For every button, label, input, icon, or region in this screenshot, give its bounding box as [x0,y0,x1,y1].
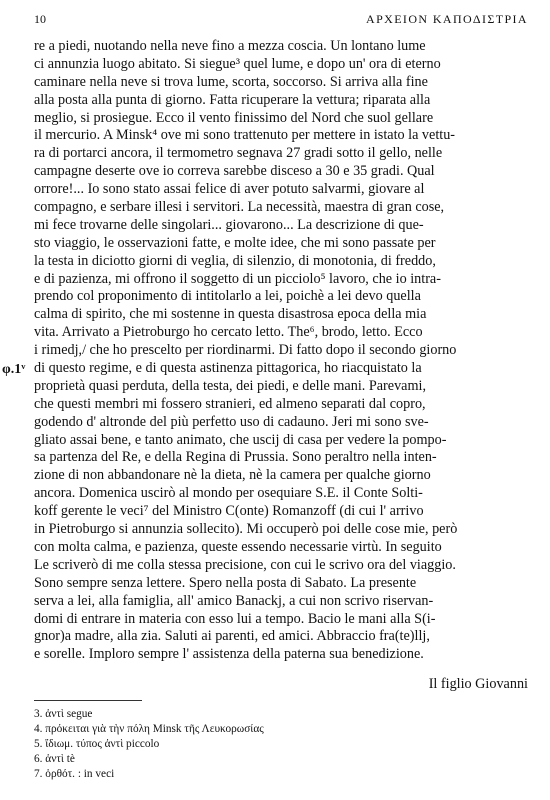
text-line: con molta calma, e pazienza, queste essendo necessarie virtù. In seguito [34,538,442,555]
text-line: compagno, e serbare illesi i servitori. La necessità, maestra di gran cose, [34,199,445,216]
text-line: prendo col proponimento di intitolarlo a lei, poichè a lei devo quella [34,288,421,305]
text-line: sa partenza del Re, e della Regina di Prussia. Sono peraltro nella inten- [34,449,437,466]
page-number: 10 [34,12,46,26]
text-line: vita. Arrivato a Pietroburgo ho cercato letto. The⁶, brodo, letto. Ecco [34,324,423,341]
page-header [34,12,528,28]
signature: Il figlio Giovanni [428,676,528,692]
text-line: caminare nella neve si trova lume, scorta, soccorso. Si arriva alla fine [34,73,428,90]
footnote: 3. ἀντὶ segue [34,708,93,720]
text-line: la testa in diciotto giorni di veglia, di silenzio, di monotonia, di freddo, [34,252,436,269]
text-line: sto viaggio, le osservazioni fatte, e molte idee, che mi sono passate per [34,234,436,251]
text-line: mi fece trovarne delle singolari... giovarono... La descrizione di que- [34,216,424,233]
text-line: calma di spirito, che mi sostenne in questa disastrosa epoca della mia [34,306,427,323]
text-line: in Pietroburgo si annunzia sollecito). Mi occuperò poi delle cose mie, però [34,521,458,538]
footnote-divider [34,700,142,701]
text-line: ci annunzia luogo abitato. Si siegue³ quel lume, e dopo un' ora di eterno [34,55,441,72]
text-line: zione di non abbandonare nè la dieta, nè la camera per qualche giorno [34,467,431,484]
text-line: Sono sempre senza lettere. Spero nella posta di Sabato. La presente [34,574,417,591]
text-line: re a piedi, nuotando nella neve fino a mezza coscia. Un lontano lume [34,38,426,54]
text-line: serva a lei, alla famiglia, all' amico Banackj, a cui non scrivo riservan- [34,592,434,609]
text-line: meglio, si prosiegue. Ecco il vento finissimo del Nord che suol gellare [34,109,434,126]
footnote: 6. ἀντὶ tè [34,752,75,765]
text-line: ra di portarci ancora, il termometro segnava 27 gradi sotto il gello, nelle [34,145,443,162]
text-line: ancora. Domenica uscirò al mondo per osequiare S.E. il Conte Solti- [34,485,423,502]
text-line: gliato assai bene, e tanto animato, che uscij di casa per vedere la pompo- [34,431,447,448]
letter-body [34,38,534,664]
text-line: gnor)a madre, alla zia. Saluti ai parenti, ed amici. Abbraccio fra(te)llj, [34,628,430,645]
text-line: il mercurio. A Minsk⁴ ove mi sono trattenuto per mettere in istato la vettu- [34,127,456,144]
text-line: koff gerente le veci⁷ del Ministro C(onte) Romanzoff (di cui l' arrivo [34,503,424,520]
text-line: domi di entrare in materia con esso lui a tempo. Bacio le mani alla S(i- [34,610,436,627]
text-line: e di pazienza, mi offrono il soggetto di un picciolo⁵ lavoro, che io intra- [34,270,441,287]
text-line: proprietà quasi perduta, della testa, dei piedi, e delle mani. Parevami, [34,377,426,394]
text-line: i rimedj,/ che ho prescelto per riordinarmi. Di fatto dopo il secondo giorno [34,342,457,359]
running-head: ΑΡΧΕΙΟΝ ΚΑΠΟΔΙΣΤΡΙΑ [366,12,528,26]
text-line: godendo d' altronde del più perfetto uso di cadauno. Jeri mi sono sve- [34,413,429,430]
text-line: e sorelle. Imploro sempre l' assistenza della paterna sua benedizione. [34,646,424,663]
footnote: 5. ἴδιωμ. τύπος ἀντὶ piccolo [34,737,160,750]
text-line: che questi membri mi fossero stranieri, ed almeno separati dal copro, [34,395,426,412]
footnote: 4. πρόκειται γιὰ τὴν πόλη Minsk τῆς Λευκορωσίας [34,722,264,735]
folio-marker: φ.1ᵛ [2,362,26,377]
text-line: campagne deserte ove io correva sarebbe disceso a 30 e 35 gradi. Qual [34,163,435,180]
footnotes [34,707,434,782]
text-line: Le scriverò di me colla stessa precisione, con cui le scrivo ora del viaggio. [34,556,456,573]
text-line: di questo regime, e di questa astinenza pittagorica, ho riacquistato la [34,360,422,377]
footnote: 7. ὀρθότ. : in veci [34,767,115,780]
text-line: alla posta alla punta di giorno. Fatta ricuperare la vettura; riparata alla [34,91,431,108]
text-line: orrore!... Io sono stato assai felice di aver potuto salvarmi, giovare al [34,181,425,198]
